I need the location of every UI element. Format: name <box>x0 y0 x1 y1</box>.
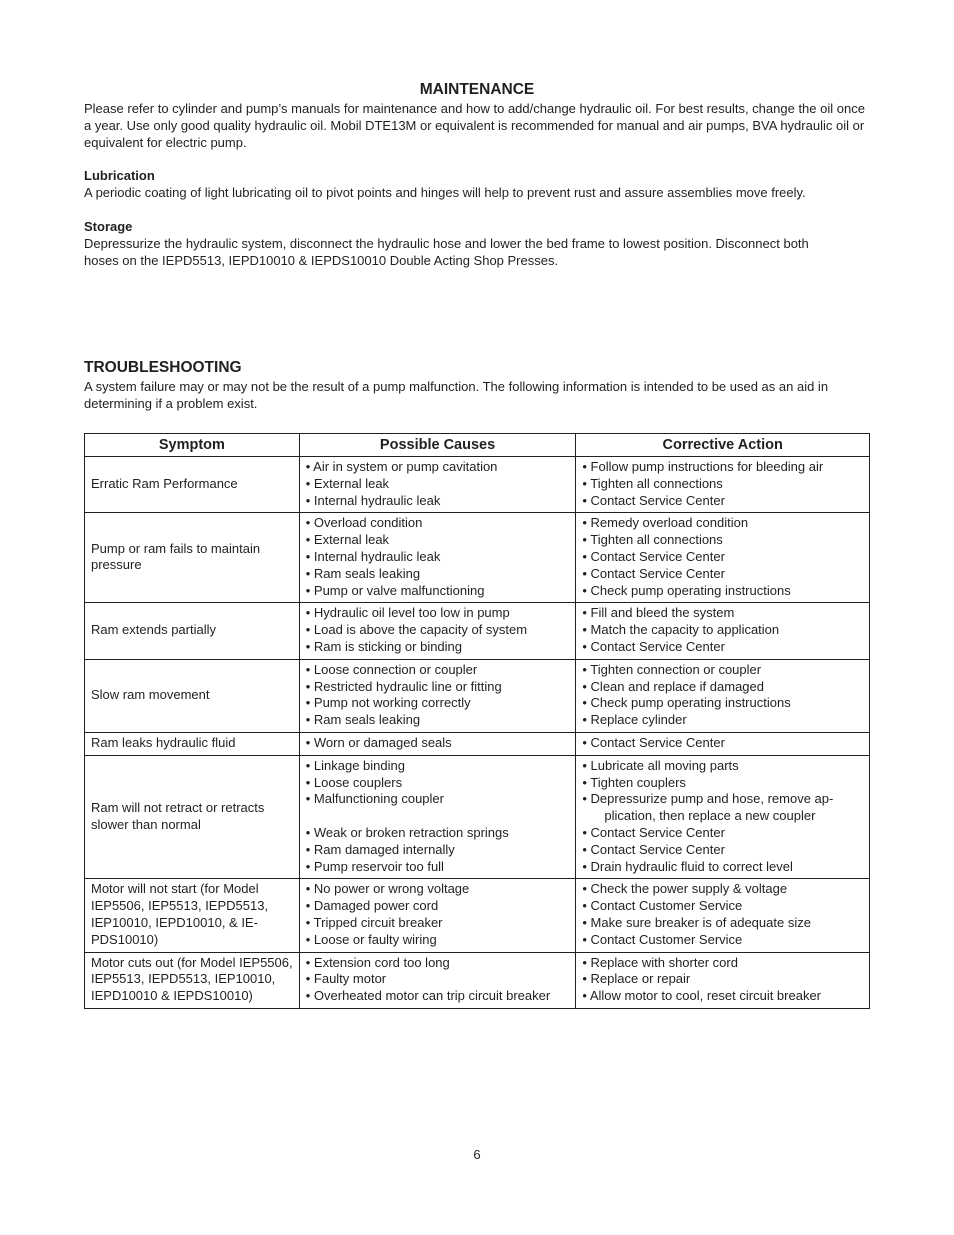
cause-item: • External leak <box>305 475 390 491</box>
cause-item: • Ram is sticking or binding <box>305 638 463 654</box>
action-item: • Remedy overload condition <box>582 515 749 531</box>
cause-item: • Worn or damaged seals <box>305 734 452 750</box>
cause-item: • Pump not working correctly <box>305 695 471 711</box>
action-item: • Fill and bleed the system <box>582 605 735 621</box>
cause-item: • Overload condition <box>305 515 423 531</box>
action-item: • Tighten couplers <box>582 774 686 790</box>
action-item: • Clean and replace if damaged <box>582 678 764 694</box>
cause-item: • Load is above the capacity of system <box>305 622 528 638</box>
action-item: • Tighten all connections <box>582 532 723 548</box>
cause-item: • Tripped circuit breaker <box>305 914 443 930</box>
actions-list <box>582 605 863 655</box>
causes-cell <box>299 879 576 952</box>
table-row <box>85 952 870 1008</box>
cause-item: • Ram seals leaking <box>305 565 421 581</box>
cause-item <box>306 808 570 825</box>
troubleshooting-intro: A system failure may or may not be the result of a pump malfunction. The following information is intended to be used as an aid in determining if a problem exist. <box>84 379 829 411</box>
causes-list <box>306 955 570 1005</box>
action-item: • Contact Service Center <box>582 734 725 750</box>
action-item: • Contact Service Center <box>582 638 725 654</box>
cause-item: • Air in system or pump cavitation <box>305 459 498 474</box>
action-item: • Tighten connection or coupler <box>582 661 762 677</box>
actions-cell <box>576 879 870 952</box>
action-item: • Contact Customer Service <box>582 931 743 947</box>
cause-item: • Hydraulic oil level too low in pump <box>305 605 510 621</box>
cause-item: • Weak or broken retraction springs <box>305 824 509 840</box>
table-header-row <box>85 434 870 457</box>
action-item: • Replace with shorter cord <box>582 954 738 970</box>
actions-cell <box>576 513 870 603</box>
action-item: • Contact Customer Service <box>582 898 743 914</box>
column-header-actions: Corrective Action <box>576 434 870 457</box>
cause-item: • Restricted hydraulic line or fitting <box>305 678 502 694</box>
cause-item: • Loose connection or coupler <box>305 661 478 677</box>
causes-cell <box>299 603 576 659</box>
causes-list <box>306 662 570 729</box>
troubleshooting-heading: TROUBLESHOOTING <box>84 359 242 376</box>
table-row <box>85 457 870 513</box>
table-row <box>85 513 870 603</box>
maintenance-heading: MAINTENANCE <box>419 81 535 98</box>
actions-list <box>582 515 863 599</box>
cause-item: • Ram seals leaking <box>305 712 421 728</box>
action-item: • Follow pump instructions for bleeding air <box>582 459 824 474</box>
lubrication-text: A periodic coating of light lubricating oil to pivot points and hinges will help to prevent rust and assure assemblies move freely. <box>84 185 806 200</box>
symptom-cell: Erratic Ram Performance <box>85 457 300 513</box>
symptom-cell: Ram leaks hydraulic fluid <box>85 732 300 755</box>
cause-item: • Pump reservoir too full <box>305 858 444 874</box>
action-item: • Replace or repair <box>582 971 691 987</box>
troubleshooting-table-body <box>85 457 870 1009</box>
column-header-symptom: Symptom <box>85 434 300 457</box>
symptom-cell: Ram will not retract or retracts slower than normal <box>85 755 300 879</box>
action-item: • Depressurize pump and hose, remove ap- <box>582 791 834 807</box>
causes-cell <box>299 513 576 603</box>
column-header-causes: Possible Causes <box>299 434 576 457</box>
actions-list <box>582 758 863 876</box>
action-item: • Check the power supply & voltage <box>582 881 788 897</box>
action-item: • Match the capacity to application <box>582 622 780 638</box>
causes-list <box>306 605 570 655</box>
table-row <box>85 755 870 879</box>
page-number: 6 <box>473 1147 481 1162</box>
action-item: • Contact Service Center <box>582 565 725 581</box>
actions-cell <box>576 603 870 659</box>
actions-cell <box>576 755 870 879</box>
storage-heading: Storage <box>84 219 133 234</box>
storage-text: Depressurize the hydraulic system, disconnect the hydraulic hose and lower the bed frame to lowest position. Disconnect both hoses on the IEPD5513, IEPD10010 & IEPDS10010 Double Acting Shop Presses. <box>84 236 809 268</box>
action-item: • Contact Service Center <box>582 824 725 840</box>
actions-list <box>582 881 863 948</box>
causes-cell <box>299 755 576 879</box>
actions-cell <box>576 732 870 755</box>
actions-list <box>582 459 863 509</box>
action-item: plication, then replace a new coupler <box>604 808 816 824</box>
action-item: • Drain hydraulic fluid to correct level <box>582 858 793 874</box>
cause-item: • Internal hydraulic leak <box>305 492 441 508</box>
cause-item: • Malfunctioning coupler <box>305 791 444 807</box>
actions-list <box>582 955 863 1005</box>
actions-list <box>582 662 863 729</box>
causes-list <box>306 515 570 599</box>
action-item: • Allow motor to cool, reset circuit breaker <box>582 988 822 1004</box>
cause-item: • External leak <box>305 532 390 548</box>
action-item: • Check pump operating instructions <box>582 695 791 711</box>
cause-item: • Extension cord too long <box>305 954 450 970</box>
cause-item: • Ram damaged internally <box>305 841 455 857</box>
table-row <box>85 732 870 755</box>
action-item: • Contact Service Center <box>582 548 725 564</box>
actions-cell <box>576 952 870 1008</box>
cause-item: • No power or wrong voltage <box>305 881 470 897</box>
cause-item: • Pump or valve malfunctioning <box>305 582 485 598</box>
cause-item: • Overheated motor can trip circuit breaker <box>305 988 551 1004</box>
cause-item: • Linkage binding <box>305 757 405 773</box>
cause-item: • Internal hydraulic leak <box>305 548 441 564</box>
maintenance-intro: Please refer to cylinder and pump’s manuals for maintenance and how to add/change hydraulic oil. For best results, change the oil once a year. Use only good quality hydraulic oil. Mobil DTE13M or equivalent is recommended for manual and air pumps, BVA hydraulic oil or equivalent for electric pump. <box>84 101 865 150</box>
cause-item: • Faulty motor <box>305 971 387 987</box>
action-item: • Tighten all connections <box>582 475 723 491</box>
causes-cell <box>299 952 576 1008</box>
action-item: • Lubricate all moving parts <box>582 757 739 773</box>
causes-cell <box>299 659 576 732</box>
cause-item: • Loose or faulty wiring <box>305 931 437 947</box>
action-item: • Check pump operating instructions <box>582 582 791 598</box>
troubleshooting-table <box>84 433 870 1009</box>
symptom-cell: Motor cuts out (for Model IEP5506, IEP5513, IEPD5513, IEP10010, IEPD10010 & IEPDS10010) <box>85 952 300 1008</box>
action-item: • Contact Service Center <box>582 492 725 508</box>
actions-cell <box>576 457 870 513</box>
causes-list <box>306 758 570 876</box>
symptom-cell: Ram extends partially <box>85 603 300 659</box>
causes-cell <box>299 732 576 755</box>
lubrication-heading: Lubrication <box>84 168 155 183</box>
action-item: • Make sure breaker is of adequate size <box>582 914 811 930</box>
cause-item: • Damaged power cord <box>305 898 439 914</box>
symptom-cell: Pump or ram fails to maintain pressure <box>85 513 300 603</box>
actions-list <box>582 735 863 752</box>
actions-cell <box>576 659 870 732</box>
symptom-cell: Slow ram movement <box>85 659 300 732</box>
causes-list <box>306 735 570 752</box>
action-item: • Contact Service Center <box>582 841 725 857</box>
table-row <box>85 659 870 732</box>
symptom-cell: Motor will not start (for Model IEP5506, IEP5513, IEPD5513, IEP10010, IEPD10010, & IE-PDS10010) <box>85 879 300 952</box>
table-row <box>85 879 870 952</box>
action-item: • Replace cylinder <box>582 712 687 728</box>
causes-list <box>306 881 570 948</box>
cause-item: • Loose couplers <box>305 774 403 790</box>
causes-cell <box>299 457 576 513</box>
table-row <box>85 603 870 659</box>
causes-list <box>306 459 570 509</box>
